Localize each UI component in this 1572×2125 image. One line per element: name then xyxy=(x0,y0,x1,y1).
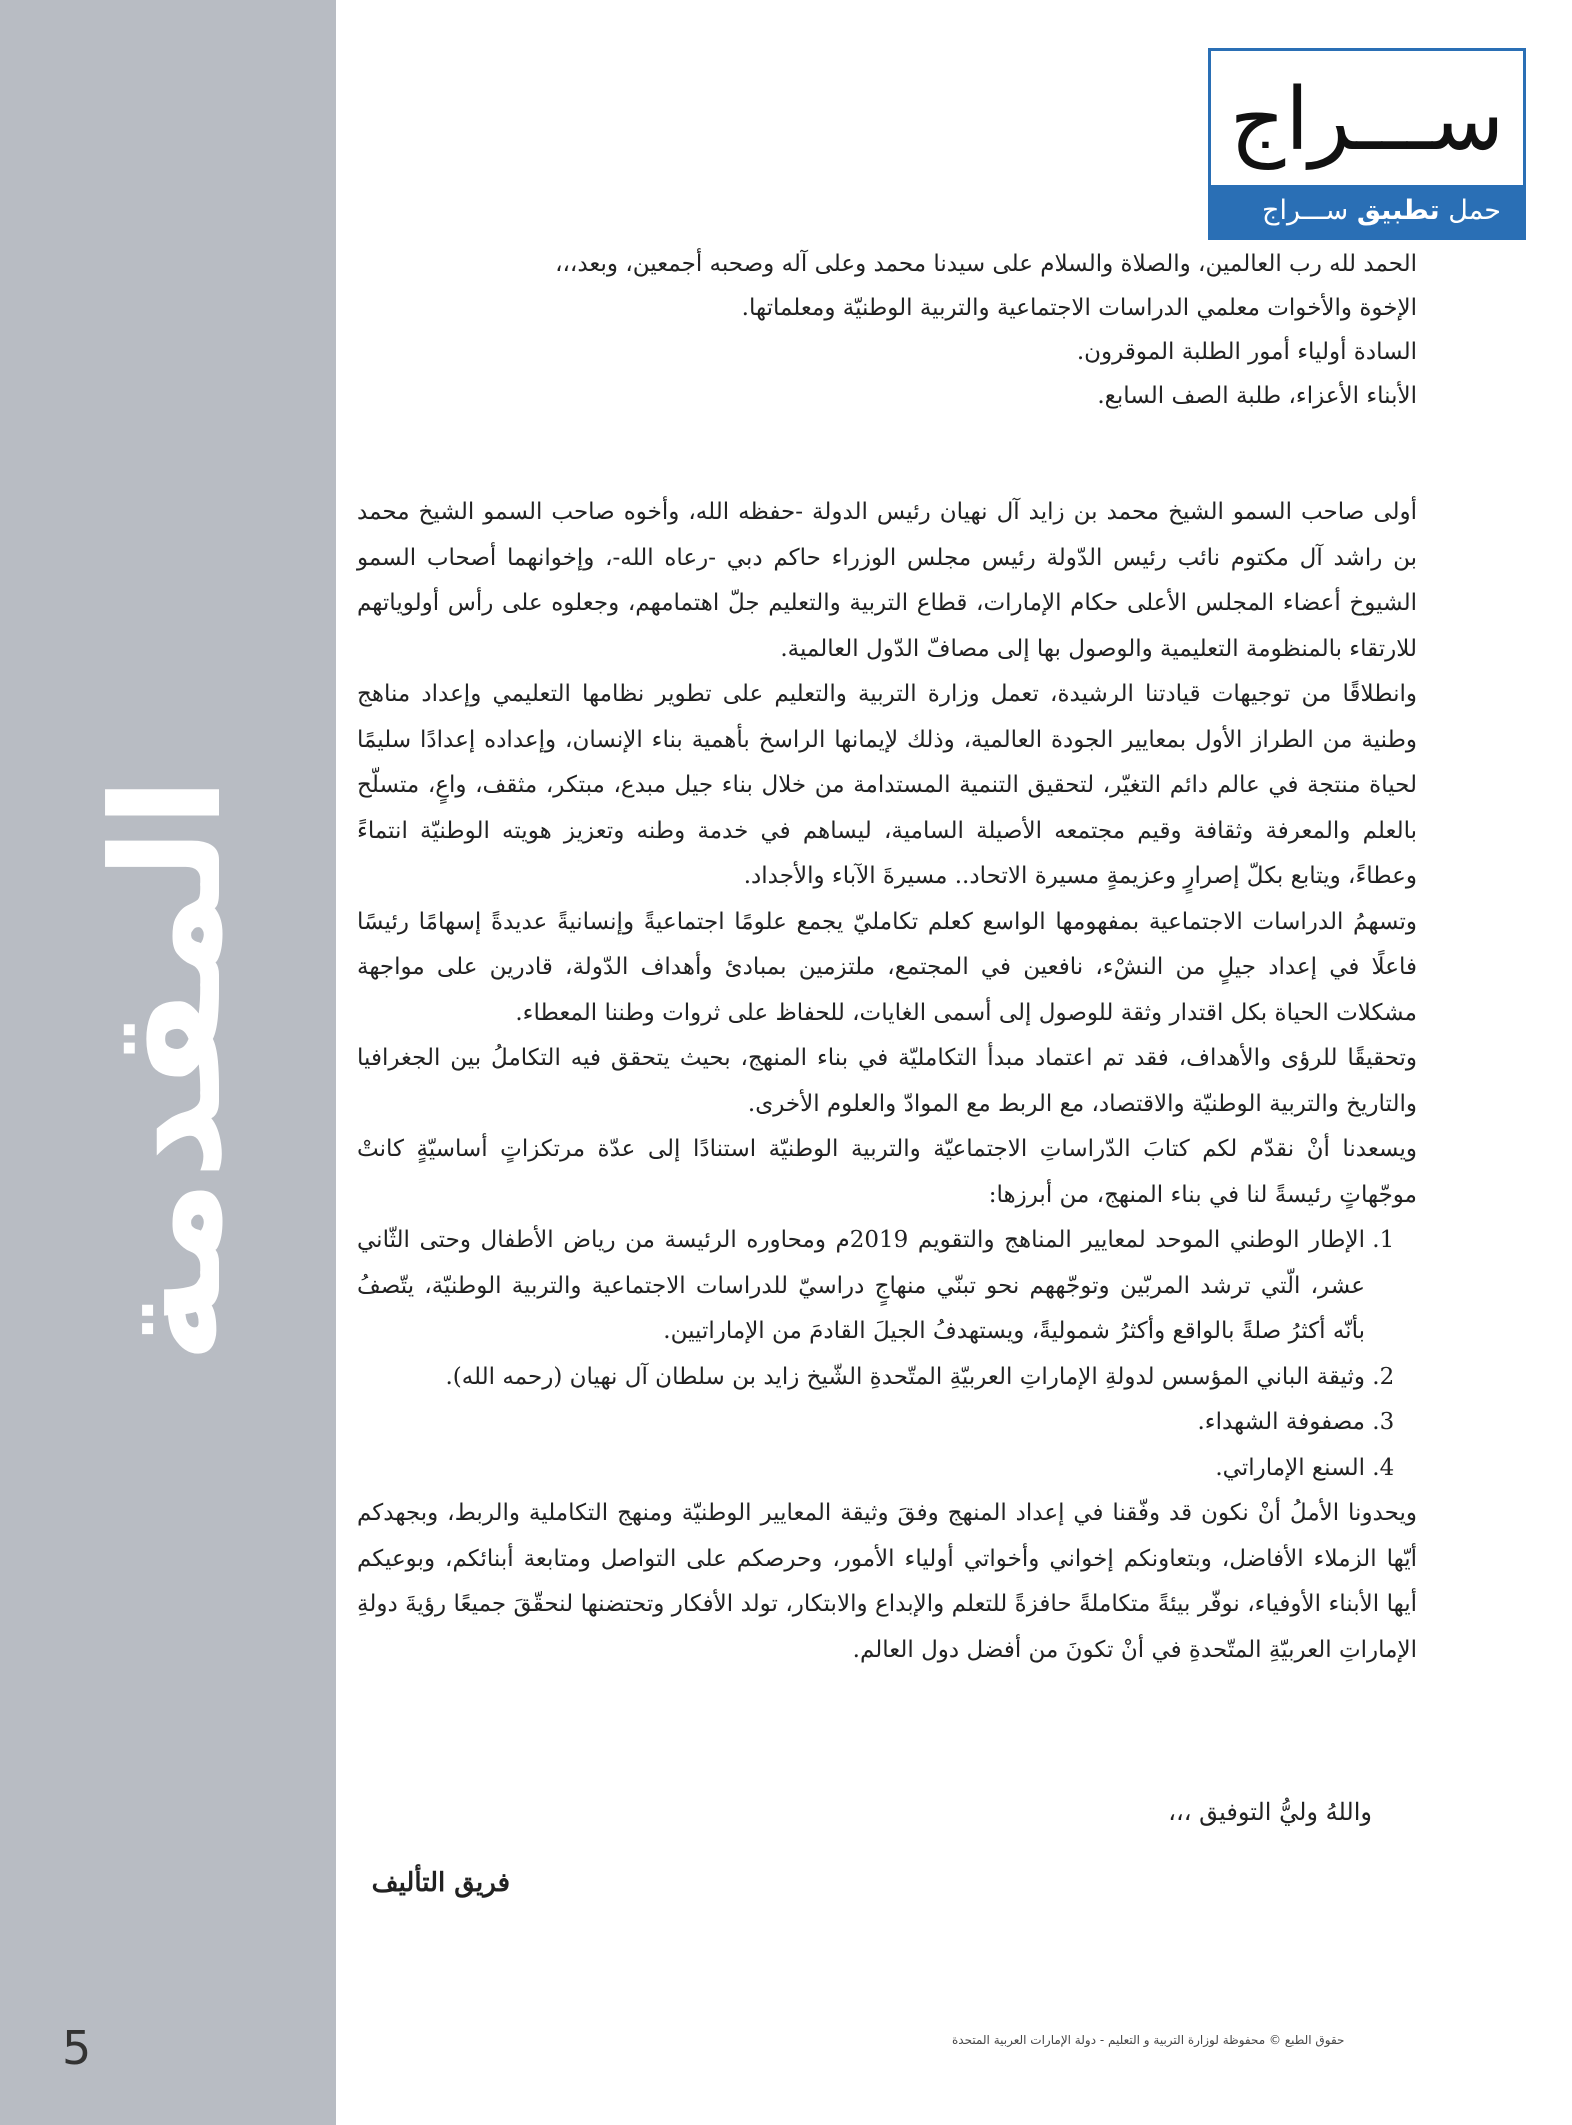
siraj-logo[interactable] xyxy=(1208,48,1526,240)
closing-paragraph: ويحدونا الأملُ أنْ نكون قد وفّقنا في إعداد المنهج وفقَ وثيقة المعايير الوطنيّة ومنهج التكاملية والربط، وبجهدكم أيّها الزملاء الأفاضل، وبتعاونكم إخواني وأخواتي أولياء الأمور، وحرصكم على التواصل ومتابعة أبنائكم، وبوعيكم أيها الأبناء الأوفياء، نوفّر بيئةً متكاملةً حافزةً للتعلم والإبداع والابتكار، تولد الأفكار وتحتضنها لنحقّقَ جميعًا رؤيةَ دولةِ الإماراتِ العربيّةِ المتّحدةِ في أنْ تكونَ من أفضل دول العالم. xyxy=(357,1500,1417,1663)
banner-cta: تطبيق xyxy=(1356,195,1440,226)
list-item: 3. مصفوفة الشهداء. xyxy=(357,1400,1365,1446)
greeting-line: الحمد لله رب العالمين، والصلاة والسلام على سيدنا محمد وعلى آله وصحبه أجمعين، وبعد،،، xyxy=(555,251,1417,277)
body-paragraph: وتسهمُ الدراسات الاجتماعية بمفهومها الواسع كعلم تكامليّ يجمع علومًا اجتماعيةً وإنسانيةً عديدةً إسهامًا رئيسًا فاعلًا في إعداد جيلٍ من النشْء، نافعين في المجتمع، ملتزمين بمبادئ وأهداف الدّولة، قادرين على مواجهة مشكلات الحياة بكل اقتدار وثقة للوصول إلى أسمى الغايات، للحفاظ على ثروات وطننا المعطاء. xyxy=(357,908,1417,1026)
section-title-vertical: المقدمة xyxy=(81,776,255,1364)
body-paragraph: أولى صاحب السمو الشيخ محمد بن زايد آل نهيان رئيس الدولة -حفظه الله، وأخوه صاحب السمو الشيخ محمد بن راشد آل مكتوم نائب رئيس الدّولة رئيس مجلس الوزراء حاكم دبي -رعاه الله-، وإخوانهما أصحاب السمو الشيوخ أعضاء المجلس الأعلى حكام الإمارات، قطاع التربية والتعليم جلّ اهتمامهم، وجعلوه على رأس أولوياتهم للارتقاء بالمنظومة التعليمية والوصول بها إلى مصافّ الدّول العالمية. xyxy=(357,499,1417,662)
body-paragraph: ويسعدنا أنْ نقدّم لكم كتابَ الدّراساتِ الاجتماعيّة والتربية الوطنيّة استنادًا إلى عدّة مرتكزاتٍ أساسيّةٍ كانتْ موجّهاتٍ رئيسةً لنا في بناء المنهج، من أبرزها: xyxy=(357,1136,1417,1208)
banner-prefix: حمل xyxy=(1448,195,1501,226)
list-item: 4. السنع الإماراتي. xyxy=(357,1446,1365,1492)
list-item: 1. الإطار الوطني الموحد لمعايير المناهج والتقويم 2019م ومحاوره الرئيسة من رياض الأطفال وحتى الثّاني عشر، الّتي ترشد المربّين وتوجّههم نحو تبنّي منهاجٍ دراسيّ للدراسات الاجتماعية والتربية الوطنيّة، يتّصفُ بأنّه أكثرُ صلةً بالواقع وأكثرُ شموليةً، ويستهدفُ الجيلَ القادمَ من الإماراتيين. xyxy=(357,1218,1365,1355)
foundations-list xyxy=(357,1218,1417,1491)
download-app-banner[interactable] xyxy=(1211,185,1523,237)
greeting-line: الإخوة والأخوات معلمي الدراسات الاجتماعية والتربية الوطنيّة ومعلماتها. xyxy=(741,295,1417,321)
greeting-line: السادة أولياء أمور الطلبة الموقرون. xyxy=(1076,339,1417,365)
body-paragraph: وتحقيقًا للرؤى والأهداف، فقد تم اعتماد مبدأ التكامليّة في بناء المنهج، بحيث يتحقق فيه التكاملُ بين الجغرافيا والتاريخ والتربية الوطنيّة والاقتصاد، مع الربط مع الموادّ والعلوم الأخرى. xyxy=(357,1045,1417,1117)
copyright-footer: حقوق الطبع © محفوظة لوزارة التربية و التعليم - دولة الإمارات العربية المتحدة xyxy=(952,2033,1345,2047)
greeting-line: الأبناء الأعزاء، طلبة الصف السابع. xyxy=(1097,383,1417,409)
introduction-body xyxy=(357,490,1417,1673)
banner-suffix: ســـراج xyxy=(1262,195,1349,226)
sidebar-band xyxy=(0,0,336,2125)
body-paragraph: وانطلاقًا من توجيهات قيادتنا الرشيدة، تعمل وزارة التربية والتعليم على تطوير نظامها التعليمي وإعداد مناهج وطنية من الطراز الأول بمعايير الجودة العالمية، وذلك لإيمانها الراسخ بأهمية بناء الإنسان، وإعداده إعدادًا سليمًا لحياة منتجة في عالم دائم التغيّر، لتحقيق التنمية المستدامة من خلال بناء جيل مبدع، مبتكر، مثقف، واعٍ، متسلّح بالعلم والمعرفة وثقافة وقيم مجتمعه الأصيلة السامية، ليساهم في خدمة وطنه وتعزيز هويته الوطنيّة انتماءً وعطاءً، ويتابع بكلّ إصرارٍ وعزيمةٍ مسيرة الاتحاد.. مسيرةَ الآباء والأجداد. xyxy=(357,681,1417,889)
author-signature: فريق التأليف xyxy=(371,1868,510,1898)
greeting-block xyxy=(367,242,1417,418)
page-number: 5 xyxy=(62,2021,92,2075)
closing-line: واللهُ وليُّ التوفيق ،،، xyxy=(1168,1798,1372,1826)
siraj-logo-word: ســـراج xyxy=(1229,70,1505,170)
list-item: 2. وثيقة الباني المؤسس لدولةِ الإماراتِ العربيّةِ المتّحدةِ الشّيخ زايد بن سلطان آل نهيان (رحمه الله). xyxy=(357,1355,1365,1401)
